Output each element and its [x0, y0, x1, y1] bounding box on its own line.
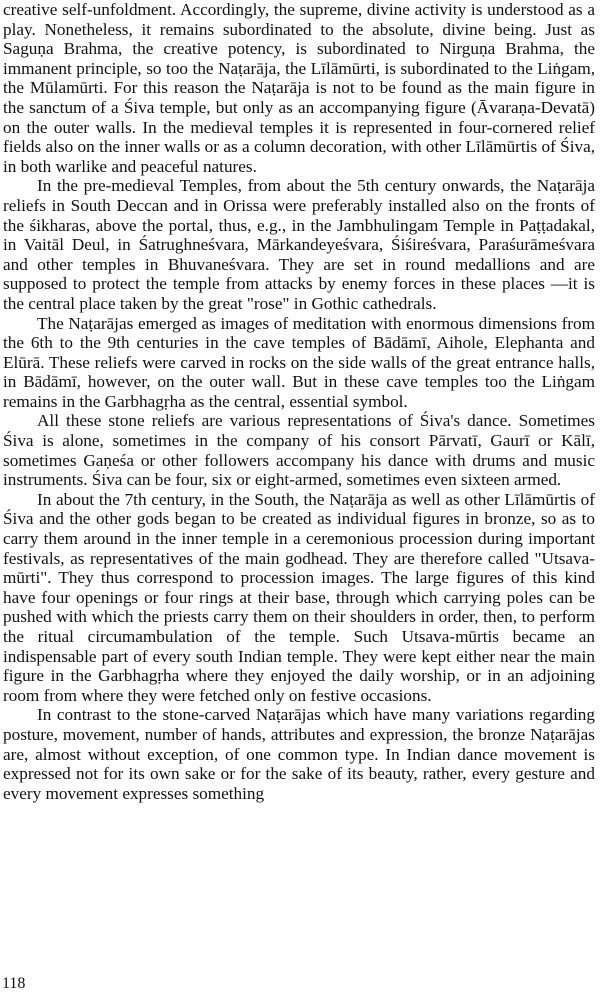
paragraph-5: In about the 7th century, in the South, the Naṭarāja as well as other Līlāmūrtis of Śiva and the other gods began to be created as individual figures in bronze, so as to carry them around in the inner temple in a ceremonious procession during important festivals, as representatives of the main godhead. They are therefore called "Utsava-mūrti". They thus correspond to procession images. The large figures of this kind have four openings or four rings at their base, through which carrying poles can be pushed with which the priests carry them on their shoulders in order, then, to perform the ritual circumambulation of the temple. Such Utsava-mūrtis became an indispensable part of every south Indian temple. They were kept either near the main figure in the Garbhagṛha where they enjoyed the daily worship, or in an adjoining room from where they were fetched only on festive occasions. [3, 489, 595, 705]
paragraph-3: The Naṭarājas emerged as images of meditation with enormous dimensions from the 6th to the 9th centuries in the cave temples of Bādāmī, Aihole, Elephanta and Elūrā. These reliefs were carved in rocks on the side walls of the great entrance halls, in Bādāmī, however, on the outer wall. But in these cave temples too the Liṅgam remains in the Garbhagṛha as the central, essential symbol. [3, 313, 595, 411]
page-number: 118 [2, 975, 26, 992]
paragraph-1: creative self-unfoldment. Accordingly, the supreme, divine activity is understood as a play. Nonetheless, it remains subordinated to the absolute, divine being. Just as Saguṇa Brahma, the creative potency, is subordinated to Nirguṇa Brahma, the immanent principle, so too the Naṭarāja, the Līlāmūrti, is subordinated to the Liṅgam, the Mūlamūrti. For this reason the Naṭarāja is not to be found as the main figure in the sanctum of a Śiva temple, but only as an accompanying figure (Āvaraṇa-Devatā) on the outer walls. In the medieval temples it is represented in four-cornered relief fields also on the inner walls or as a column decoration, with other Līlāmūrtis of Śiva, in both warlike and peaceful natures. [3, 0, 595, 176]
document-page [3, 0, 595, 803]
paragraph-2: In the pre-medieval Temples, from about the 5th century onwards, the Naṭarāja reliefs in South Deccan and in Orissa were preferably installed also on the fronts of the śikharas, above the portal, thus, e.g., in the Jambhulingam Temple in Paṭṭadakal, in Vaitāl Deul, in Śatrughneśvara, Mārkandeyeśvara, Śiśireśvara, Paraśurāmeśvara and other temples in Bhuvaneśvara. They are set in round medallions and are supposed to protect the temple from attacks by enemy forces in these places —it is the central place taken by the great "rose" in Gothic cathedrals. [3, 176, 595, 313]
paragraph-6: In contrast to the stone-carved Naṭarājas which have many variations regarding posture, movement, number of hands, attributes and expression, the bronze Naṭarājas are, almost without exception, of one common type. In Indian dance movement is expressed not for its own sake or for the sake of its beauty, rather, every gesture and every movement expresses something [3, 705, 595, 803]
paragraph-4: All these stone reliefs are various representations of Śiva's dance. Sometimes Śiva is alone, sometimes in the company of his consort Pārvatī, Gaurī or Kālī, sometimes Gaṇeśa or other followers accompany his dance with drums and music instruments. Śiva can be four, six or eight-armed, sometimes even sixteen armed. [3, 411, 595, 490]
